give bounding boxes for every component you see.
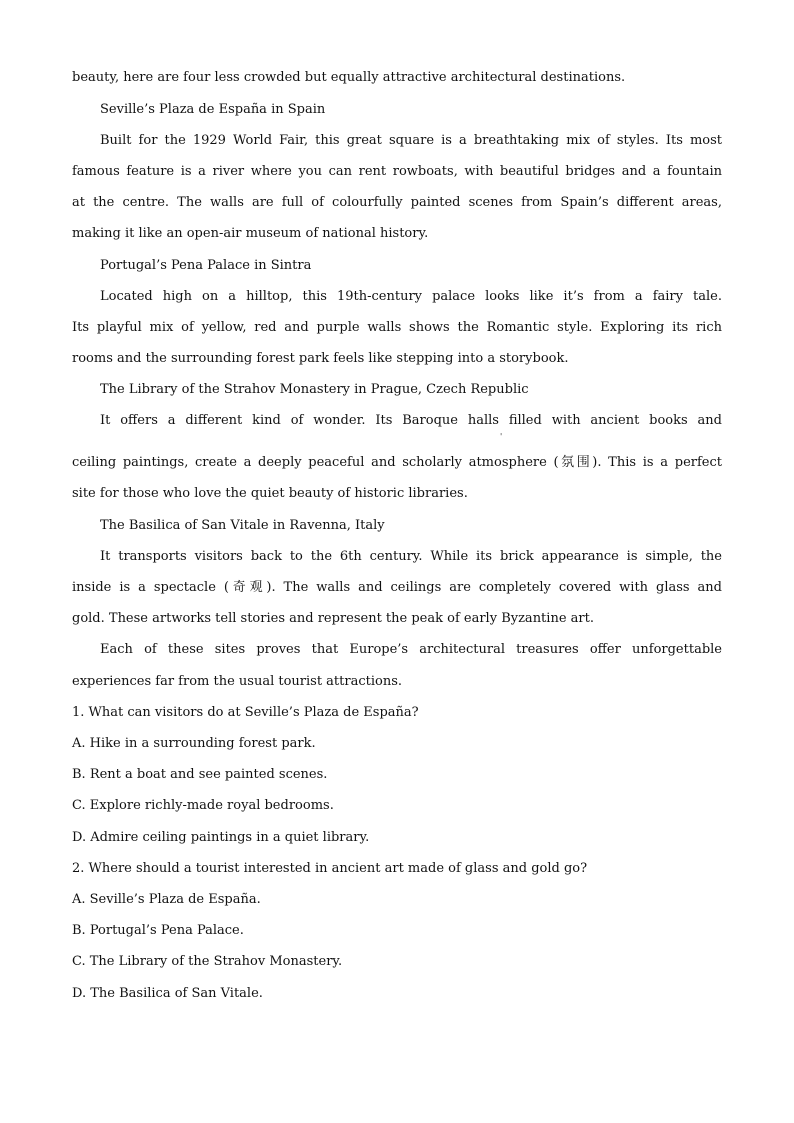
intro-line: beauty, here are four less crowded but equally attractive architectural destinations.	[72, 70, 626, 85]
answer-option: A. Seville’s Plaza de España.	[72, 892, 261, 907]
paragraph-line: rooms and the surrounding forest park feels like stepping into a storybook.	[72, 351, 569, 366]
section-heading: The Basilica of San Vitale in Ravenna, Italy	[100, 518, 385, 533]
paragraph-line: It transports visitors back to the 6th century. While its brick appearance is simple, the	[100, 549, 722, 564]
question-stem: 1. What can visitors do at Seville’s Plaza de España?	[72, 705, 419, 720]
paragraph-line: gold. These artworks tell stories and represent the peak of early Byzantine art.	[72, 611, 594, 626]
paragraph-line: Its playful mix of yellow, red and purple walls shows the Romantic style. Exploring its rich	[72, 320, 722, 335]
paragraph-line: famous feature is a river where you can rent rowboats, with beautiful bridges and a fountain	[72, 164, 722, 179]
paragraph-line: site for those who love the quiet beauty of historic libraries.	[72, 486, 468, 501]
answer-option: C. The Library of the Strahov Monastery.	[72, 954, 343, 969]
paragraph-line: ceiling paintings, create a deeply peaceful and scholarly atmosphere (氛围). This is a perfect	[72, 455, 722, 470]
section-heading: Seville’s Plaza de España in Spain	[100, 102, 326, 117]
answer-option: C. Explore richly-made royal bedrooms.	[72, 798, 334, 813]
stray-mark: '	[500, 432, 503, 441]
paragraph-line: at the centre. The walls are full of colourfully painted scenes from Spain’s different areas,	[72, 195, 722, 210]
section-heading: Portugal’s Pena Palace in Sintra	[100, 258, 312, 273]
answer-option: B. Portugal’s Pena Palace.	[72, 923, 244, 938]
paragraph-line: Located high on a hilltop, this 19th-century palace looks like it’s from a fairy tale.	[100, 289, 722, 304]
answer-option: D. The Basilica of San Vitale.	[72, 986, 263, 1001]
conclusion-line: Each of these sites proves that Europe’s architectural treasures offer unforgettable	[100, 642, 722, 657]
question-stem: 2. Where should a tourist interested in ancient art made of glass and gold go?	[72, 861, 588, 876]
paragraph-line: making it like an open-air museum of national history.	[72, 226, 429, 241]
answer-option: B. Rent a boat and see painted scenes.	[72, 767, 328, 782]
paragraph-line: inside is a spectacle (奇观). The walls and ceilings are completely covered with glass and	[72, 580, 722, 595]
conclusion-line: experiences far from the usual tourist attractions.	[72, 674, 403, 689]
paragraph-line: Built for the 1929 World Fair, this great square is a breathtaking mix of styles. Its most	[100, 133, 722, 148]
answer-option: D. Admire ceiling paintings in a quiet library.	[72, 830, 370, 845]
answer-option: A. Hike in a surrounding forest park.	[72, 736, 316, 751]
paragraph-line: It offers a different kind of wonder. Its Baroque halls filled with ancient books and	[100, 413, 722, 428]
section-heading: The Library of the Strahov Monastery in Prague, Czech Republic	[100, 382, 529, 397]
